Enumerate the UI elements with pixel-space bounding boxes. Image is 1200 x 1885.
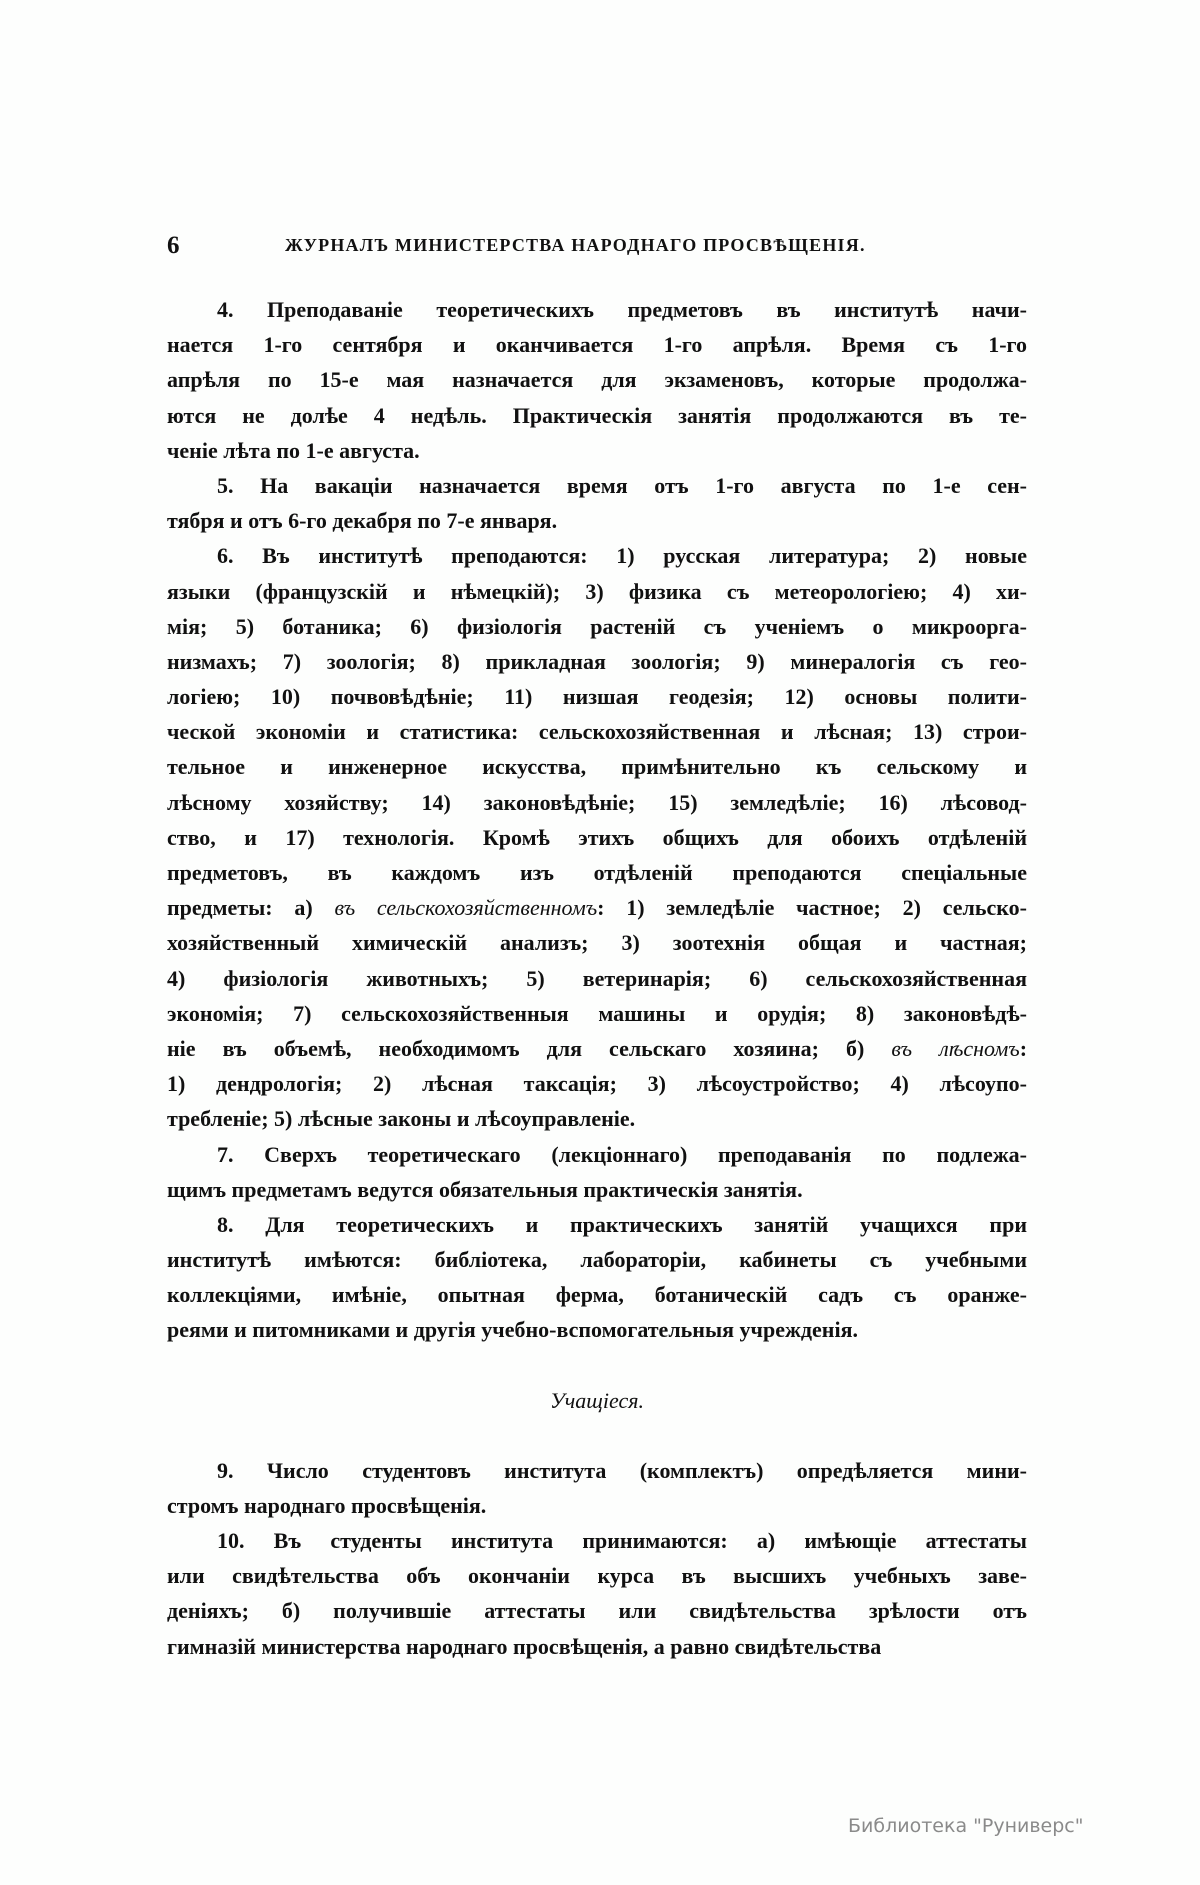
paragraph-p10 (167, 1523, 1027, 1664)
journal-title: ЖУРНАЛЪ МИНИСТЕРСТВА НАРОДНАГО ПРОСВѢЩЕНІЯ. (285, 235, 866, 255)
paragraph-p9 (167, 1453, 1027, 1523)
text-line: ство, и 17) технологія. Кромѣ этихъ общихъ для обоихъ отдѣленій (167, 824, 1027, 850)
text-line: стромъ народнаго просвѣщенія. (167, 1492, 487, 1518)
text-line: логіею; 10) почвовѣдѣніе; 11) низшая геодезія; 12) основы полити- (167, 684, 1027, 710)
text-line: коллекціями, имѣніе, опытная ферма, ботаническій садъ съ оранже- (167, 1282, 1027, 1308)
text-line: ніе въ объемѣ, необходимомъ для сельскаго хозяина; б) въ лѣсномъ: (167, 1035, 1028, 1061)
text-line: 8. Для теоретическихъ и практическихъ занятій учащихся при (217, 1211, 1027, 1237)
text-line: институтѣ имѣются: библіотека, лабораторіи, кабинеты съ учебными (167, 1247, 1027, 1273)
italic-text: въ сельскохозяйственномъ (334, 895, 598, 921)
text-line: ются не долѣе 4 недѣль. Практическія занятія продолжаются въ те- (167, 402, 1027, 428)
paragraph-p8 (167, 1207, 1027, 1348)
text-line: деніяхъ; б) получившіе аттестаты или свидѣтельства зрѣлости отъ (167, 1598, 1027, 1624)
text-line: реями и питомниками и другія учебно-вспомогательныя учрежденія. (167, 1317, 858, 1343)
text-line: ченіе лѣта по 1-е августа. (167, 437, 420, 463)
running-head (167, 232, 1027, 260)
paragraph-p7 (167, 1137, 1027, 1207)
text-line: тября и отъ 6-го декабря по 7-е января. (167, 508, 558, 534)
library-watermark: Библиотека "Руниверс" (848, 1815, 1084, 1837)
text-line: 7. Сверхъ теоретическаго (лекціоннаго) преподаванія по подлежа- (217, 1141, 1027, 1167)
paragraph-p5 (167, 468, 1027, 538)
text-line: хозяйственный химическій анализъ; 3) зоотехнія общая и частная; (167, 930, 1027, 956)
text-line: экономія; 7) сельскохозяйственныя машины и орудія; 8) законовѣдѣ- (167, 1000, 1027, 1026)
text-line: гимназій министерства народнаго просвѣщенія, а равно свидѣтельства (167, 1633, 882, 1659)
text-line: низмахъ; 7) зоологія; 8) прикладная зоологія; 9) минералогія съ гео- (167, 648, 1027, 674)
page-body (167, 292, 1027, 1664)
text-line: щимъ предметамъ ведутся обязательныя практическія занятія. (167, 1176, 803, 1202)
text-line: предметовъ, въ каждомъ изъ отдѣленій преподаются спеціальные (167, 860, 1027, 885)
text-line: или свидѣтельства объ окончаніи курса въ высшихъ учебныхъ заве- (167, 1563, 1027, 1589)
text-line: требленіе; 5) лѣсные законы и лѣсоуправленіе. (167, 1106, 636, 1132)
text-line: 4) физіологія животныхъ; 5) ветеринарія; 6) сельскохозяйственная (167, 965, 1027, 991)
section-heading: Учащіеся. (550, 1387, 644, 1413)
text-line: лѣсному хозяйству; 14) законовѣдѣніе; 15) земледѣліе; 16) лѣсовод- (167, 789, 1027, 815)
text-line: мія; 5) ботаника; 6) физіологія растеній съ ученіемъ о микроорга- (167, 613, 1027, 639)
paragraphs-after-heading (167, 1453, 1027, 1664)
text-line: 10. Въ студенты института принимаются: а) имѣющіе аттестаты (217, 1528, 1027, 1553)
text-line: ческой экономіи и статистика: сельскохозяйственная и лѣсная; 13) строи- (167, 719, 1027, 745)
text-line: апрѣля по 15-е мая назначается для экзаменовъ, которые продолжа- (167, 367, 1027, 393)
text-line: 5. На вакаціи назначается время отъ 1-го августа по 1-е сен- (217, 472, 1027, 498)
page-number: 6 (167, 232, 180, 259)
italic-text: въ лѣсномъ (891, 1035, 1020, 1061)
paragraphs-before-heading (167, 292, 1027, 1348)
text-line: 6. Въ институтѣ преподаются: 1) русская литература; 2) новые (217, 543, 1027, 569)
text-line: предметы: а) въ сельскохозяйственномъ: 1) земледѣліе частное; 2) сельско- (167, 895, 1027, 921)
text-line: нается 1-го сентября и оканчивается 1-го апрѣля. Время съ 1-го (167, 332, 1027, 358)
paragraph-p6 (167, 538, 1027, 1136)
paragraph-p4 (167, 292, 1027, 468)
text-line: тельное и инженерное искусства, примѣнительно къ сельскому и (167, 754, 1027, 780)
text-line: 1) дендрологія; 2) лѣсная таксація; 3) лѣсоустройство; 4) лѣсоупо- (167, 1071, 1027, 1097)
text-line: 9. Число студентовъ института (комплектъ) опредѣляется мини- (217, 1457, 1027, 1483)
text-line: языки (французскій и нѣмецкій); 3) физика съ метеорологіею; 4) хи- (167, 578, 1027, 604)
text-line: 4. Преподаваніе теоретическихъ предметовъ въ институтѣ начи- (217, 297, 1027, 322)
